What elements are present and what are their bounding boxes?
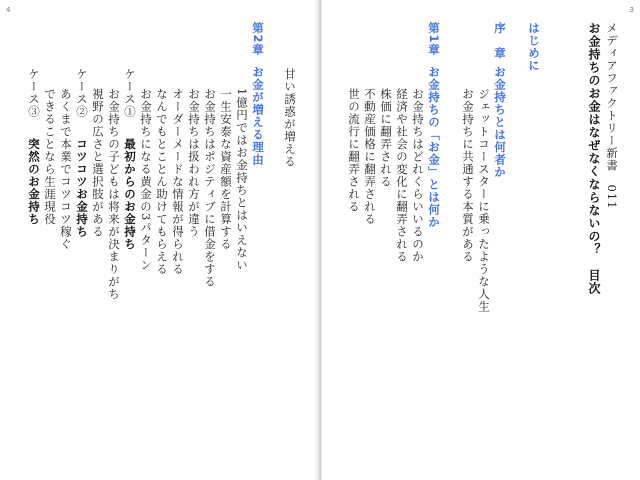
case-label: ケース② (75, 68, 89, 118)
chapter-heading: 第1章 (427, 22, 441, 57)
book-title: お金持ちのお金はなぜなくならないの？ 目次 (587, 22, 601, 295)
toc-line: お金持ちは扱われ方が違う (187, 88, 201, 238)
toc-line: お金持ちはどれくらいいるのか (411, 88, 425, 263)
chapter-title: お金持ちとは何者か (493, 66, 507, 179)
page-number-left: 4 (6, 6, 11, 14)
case-label: ケース① (123, 68, 137, 118)
toc-line: お金持ちになる黄金の3パターン (139, 88, 153, 272)
case-label: ケース③ (27, 68, 41, 118)
toc-line: 視野の広さと選択肢がある (91, 88, 105, 238)
toc-line: 一生安泰な資産額を計算する (219, 88, 233, 251)
case-title: コツコツお金持ち (75, 138, 89, 238)
toc-line: できることなら生涯現役 (43, 88, 57, 226)
toc-line: 甘い誘惑が増える (283, 68, 297, 168)
toc-line: 1億円ではお金持ちとはいえない (235, 88, 249, 272)
series-name: メディアファクトリー新書 011 (605, 22, 619, 210)
toc-line: なんでもとことん助けてもらえる (155, 88, 169, 276)
toc-line: 世の流行に翻弄される (347, 88, 361, 213)
toc-line: あくまで本業でコツコツ稼ぐ (59, 88, 73, 251)
toc-line: 経済や社会の変化に翻弄される (395, 88, 409, 263)
chapter-heading: 序 章 (493, 22, 507, 60)
toc-line: 不動産価格に翻弄される (363, 88, 377, 226)
toc-line: お金持ちに共通する本質がある (461, 88, 475, 263)
right-page (322, 0, 640, 480)
toc-line: オーダーメードな情報が得られる (171, 88, 185, 276)
toc-line: ジェットコースターに乗ったような人生 (477, 88, 491, 313)
left-page (0, 0, 318, 480)
chapter-title: お金持ちの「お金」とは何か (427, 66, 441, 229)
case-title: 突然のお金持ち (27, 138, 41, 226)
intro-heading: はじめに (527, 22, 541, 72)
page-number-right: 3 (629, 6, 634, 14)
case-title: 最初からのお金持ち (123, 138, 137, 251)
toc-line: お金持ちの子どもは将来が決まりがち (107, 88, 121, 301)
toc-line: 株価に翻弄される (379, 88, 393, 188)
chapter-heading: 第2章 (251, 22, 265, 57)
toc-line: お金持ちはポジティブに借金をする (203, 88, 217, 288)
chapter-title: お金が増える理由 (251, 66, 265, 166)
